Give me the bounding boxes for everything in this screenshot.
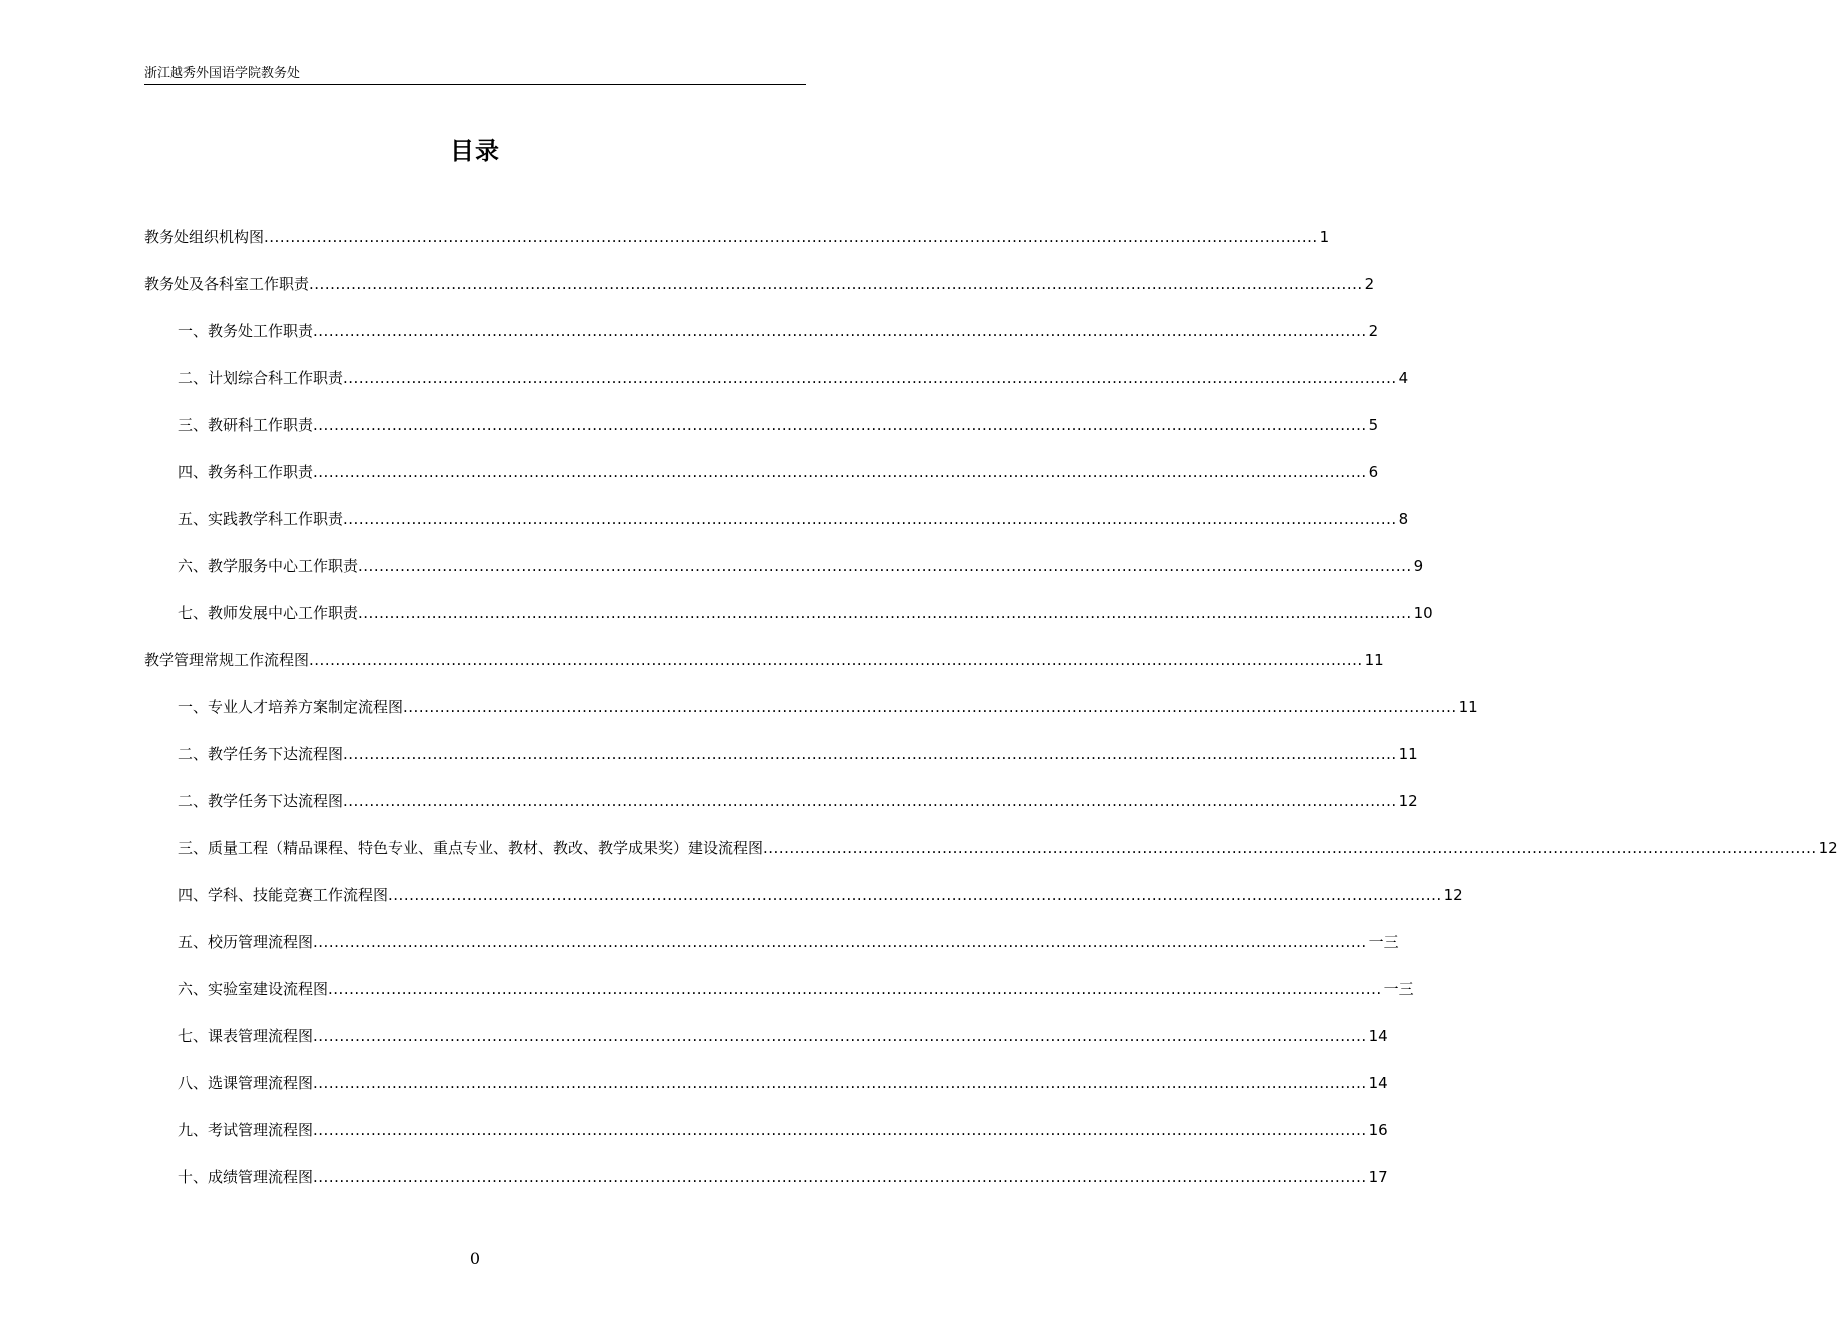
toc-leader-dots: ........................................................................................................................................................................................................ bbox=[328, 980, 1382, 998]
toc-entry-page: 11 bbox=[1458, 698, 1478, 716]
toc-entry-page: 12 bbox=[1398, 792, 1418, 810]
toc-entry-page: 11 bbox=[1364, 651, 1384, 669]
toc-entry-label: 一、专业人才培养方案制定流程图 bbox=[178, 698, 404, 716]
toc-entry-page: 12 bbox=[1818, 839, 1838, 857]
toc-entry-label: 六、教学服务中心工作职责 bbox=[178, 557, 359, 575]
toc-leader-dots: ........................................................................................................................................................................................................ bbox=[313, 1074, 1367, 1092]
toc-entry-label: 三、教研科工作职责 bbox=[178, 416, 314, 434]
toc-entry-page: 10 bbox=[1413, 604, 1433, 622]
toc-leader-dots: ........................................................................................................................................................................................................ bbox=[343, 745, 1397, 763]
toc-entry[interactable] bbox=[144, 838, 1838, 885]
toc-entry-label: 九、考试管理流程图 bbox=[178, 1121, 314, 1139]
toc-entry-page: 1 bbox=[1319, 228, 1330, 246]
toc-entry-page: 8 bbox=[1398, 510, 1409, 528]
toc-entry-page: 9 bbox=[1413, 557, 1424, 575]
toc-entry-page: 6 bbox=[1368, 463, 1379, 481]
toc-entry-label: 七、教师发展中心工作职责 bbox=[178, 604, 359, 622]
toc-entry-page: 一三 bbox=[1368, 933, 1399, 951]
toc-entry-label: 五、实践教学科工作职责 bbox=[178, 510, 344, 528]
toc-entry-label: 八、选课管理流程图 bbox=[178, 1074, 314, 1092]
toc-entry-page: 16 bbox=[1368, 1121, 1388, 1139]
toc-entry-label: 五、校历管理流程图 bbox=[178, 933, 314, 951]
toc-entry-label: 十、成绩管理流程图 bbox=[178, 1168, 314, 1186]
toc-entry-label: 二、教学任务下达流程图 bbox=[178, 792, 344, 810]
toc-leader-dots: ........................................................................................................................................................................................................ bbox=[343, 510, 1397, 528]
toc-entry[interactable] bbox=[144, 697, 1478, 744]
toc-entry[interactable] bbox=[144, 650, 1384, 697]
toc-leader-dots: ........................................................................................................................................................................................................ bbox=[309, 275, 1363, 293]
toc-leader-dots: ........................................................................................................................................................................................................ bbox=[358, 604, 1412, 622]
toc-entry[interactable] bbox=[144, 556, 1424, 603]
toc-entry[interactable] bbox=[144, 885, 1463, 932]
page-header bbox=[144, 66, 806, 85]
toc-entry-label: 七、课表管理流程图 bbox=[178, 1027, 314, 1045]
toc-entry-page: 2 bbox=[1368, 322, 1379, 340]
toc-entry-label: 四、教务科工作职责 bbox=[178, 463, 314, 481]
toc-leader-dots: ........................................................................................................................................................................................................ bbox=[264, 228, 1318, 246]
toc-entry[interactable] bbox=[144, 1073, 1388, 1120]
toc-entry[interactable] bbox=[144, 791, 1418, 838]
toc-entry[interactable] bbox=[144, 274, 1375, 321]
toc-leader-dots: ........................................................................................................................................................................................................ bbox=[313, 322, 1367, 340]
toc-entry[interactable] bbox=[144, 744, 1418, 791]
toc-entry-label: 三、质量工程（精品课程、特色专业、重点专业、教材、教改、教学成果奖）建设流程图 bbox=[178, 839, 764, 857]
toc-entry-label: 教务处及各科室工作职责 bbox=[144, 275, 310, 293]
toc-entry[interactable] bbox=[144, 462, 1379, 509]
toc-entry-label: 教学管理常规工作流程图 bbox=[144, 651, 310, 669]
toc-leader-dots: ........................................................................................................................................................................................................ bbox=[309, 651, 1363, 669]
toc-entry-page: 4 bbox=[1398, 369, 1409, 387]
toc-leader-dots: ........................................................................................................................................................................................................ bbox=[343, 792, 1397, 810]
toc-entry-label: 六、实验室建设流程图 bbox=[178, 980, 329, 998]
toc-leader-dots: ........................................................................................................................................................................................................ bbox=[343, 369, 1397, 387]
toc-entry-page: 14 bbox=[1368, 1074, 1388, 1092]
toc-entry-page: 5 bbox=[1368, 416, 1379, 434]
toc-entry[interactable] bbox=[144, 1167, 1388, 1214]
toc-entry[interactable] bbox=[144, 227, 1330, 274]
toc-leader-dots: ........................................................................................................................................................................................................ bbox=[313, 1168, 1367, 1186]
toc-entry[interactable] bbox=[144, 368, 1409, 415]
toc-entry-page: 14 bbox=[1368, 1027, 1388, 1045]
toc-entry[interactable] bbox=[144, 321, 1379, 368]
toc-entry[interactable] bbox=[144, 1026, 1388, 1073]
toc-leader-dots: ........................................................................................................................................................................................................ bbox=[403, 698, 1457, 716]
table-of-contents bbox=[144, 227, 1838, 1214]
toc-entry-page: 17 bbox=[1368, 1168, 1388, 1186]
toc-leader-dots: ........................................................................................................................................................................................................ bbox=[313, 463, 1367, 481]
page-title: 目录 bbox=[450, 137, 500, 165]
toc-entry[interactable] bbox=[144, 1120, 1388, 1167]
toc-entry-label: 四、学科、技能竞赛工作流程图 bbox=[178, 886, 389, 904]
toc-entry-page: 一三 bbox=[1383, 980, 1414, 998]
toc-entry-label: 二、教学任务下达流程图 bbox=[178, 745, 344, 763]
toc-entry-label: 二、计划综合科工作职责 bbox=[178, 369, 344, 387]
toc-leader-dots: ........................................................................................................................................................................................................ bbox=[313, 1027, 1367, 1045]
page-number: 0 bbox=[469, 1249, 481, 1268]
toc-entry[interactable] bbox=[144, 979, 1414, 1026]
toc-leader-dots: ........................................................................................................................................................................................................ bbox=[313, 1121, 1367, 1139]
toc-leader-dots: ........................................................................................................................................................................................................ bbox=[358, 557, 1412, 575]
toc-entry-label: 教务处组织机构图 bbox=[144, 228, 265, 246]
toc-entry[interactable] bbox=[144, 415, 1379, 462]
toc-entry-page: 11 bbox=[1398, 745, 1418, 763]
toc-entry[interactable] bbox=[144, 603, 1433, 650]
toc-leader-dots: ........................................................................................................................................................................................................ bbox=[313, 933, 1367, 951]
toc-entry[interactable] bbox=[144, 932, 1399, 979]
toc-leader-dots: ........................................................................................................................................................................................................ bbox=[388, 886, 1442, 904]
toc-leader-dots: ........................................................................................................................................................................................................ bbox=[763, 839, 1817, 857]
toc-leader-dots: ........................................................................................................................................................................................................ bbox=[313, 416, 1367, 434]
toc-entry[interactable] bbox=[144, 509, 1409, 556]
header-org-name: 浙江越秀外国语学院教务处 bbox=[144, 66, 301, 81]
toc-entry-page: 2 bbox=[1364, 275, 1375, 293]
toc-entry-page: 12 bbox=[1443, 886, 1463, 904]
toc-entry-label: 一、教务处工作职责 bbox=[178, 322, 314, 340]
